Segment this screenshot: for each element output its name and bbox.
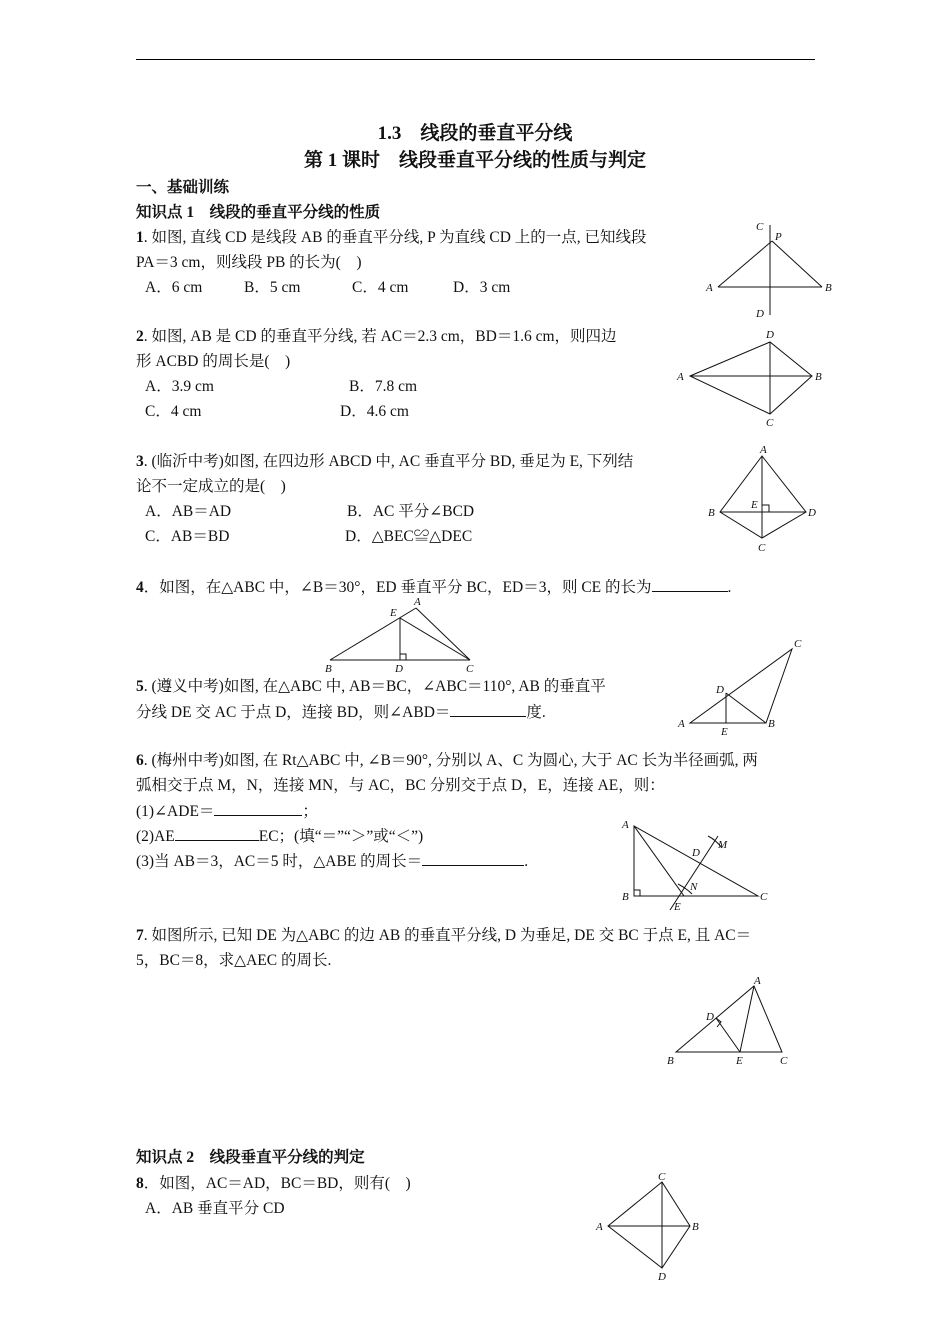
label-d: D — [706, 1011, 714, 1023]
question-1-line2: PA＝3 cm，则线段 PB 的长为( ) — [136, 254, 362, 271]
question-text: . (临沂中考)如图, 在四边形 ABCD 中, AC 垂直平分 BD, 垂足为 E, 下列结 — [143, 453, 634, 470]
label-c: C — [756, 221, 764, 233]
question-6-line1 — [136, 751, 758, 771]
question-3-line1 — [136, 452, 633, 472]
question-2-line1 — [136, 327, 617, 347]
right-angle-mark — [400, 654, 406, 660]
segment-ae — [634, 826, 684, 896]
label-e: E — [721, 726, 728, 738]
label-a: A — [596, 1221, 603, 1233]
label-b: B — [325, 663, 332, 675]
header-rule — [136, 59, 815, 60]
label-d: D — [692, 847, 700, 859]
section-heading: 一、基础训练 — [136, 179, 230, 196]
label-c: C — [466, 663, 474, 675]
label-a: A — [622, 819, 629, 831]
question-number: 4 — [136, 579, 144, 596]
label-d: D — [756, 308, 764, 320]
label-a: A — [677, 371, 684, 383]
question-end: 度. — [526, 704, 546, 721]
q2-option-a: A．3.9 cm — [145, 378, 214, 395]
segment-ac — [416, 608, 470, 660]
q1-option-d: D．3 cm — [453, 279, 511, 296]
segment-ec — [400, 618, 470, 660]
label-b: B — [692, 1221, 699, 1233]
question-5-line2 — [136, 702, 546, 723]
q2-option-b: B．7.8 cm — [349, 378, 418, 395]
figure-q4 — [318, 592, 483, 678]
question-6-line2: 弧相交于点 M，N，连接 MN，与 AC，BC 分别交于点 D，E，连接 AE，则： — [136, 777, 665, 794]
figure-q6 — [618, 814, 778, 914]
question-6-part3 — [136, 851, 528, 872]
question-3-line2: 论不一定成立的是( ) — [136, 478, 286, 495]
q3-option-b: B．AC 平分∠BCD — [347, 503, 475, 520]
q2-option-d: D．4.6 cm — [340, 403, 409, 420]
question-number: 6 — [136, 752, 144, 769]
label-a: A — [678, 718, 685, 730]
label-e: E — [674, 901, 681, 913]
question-number: 5 — [136, 678, 144, 695]
figure-q2 — [672, 328, 832, 432]
label-b: B — [622, 891, 629, 903]
question-number: 7 — [136, 927, 144, 944]
question-text: . 如图所示, 已知 DE 为△ABC 的边 AB 的垂直平分线, D 为垂足, DE 交 BC 于点 E, 且 AC＝ — [143, 927, 752, 944]
answer-blank[interactable] — [422, 851, 524, 866]
part-text: (3)当 AB＝3，AC＝5 时，△ABE 的周长＝ — [136, 853, 423, 870]
part-text: EC；(填“＝”“＞”或“＜”) — [258, 828, 424, 845]
label-e: E — [390, 607, 397, 619]
segment-pa — [718, 241, 772, 287]
question-2-line2: 形 ACBD 的周长是( ) — [136, 353, 291, 370]
question-text: . 如图, AB 是 CD 的垂直平分线, 若 AC＝2.3 cm，BD＝1.6 cm，则四边 — [143, 328, 617, 345]
knowledge-point-2: 知识点 2 线段垂直平分线的判定 — [136, 1149, 365, 1166]
question-6-part1 — [136, 801, 318, 822]
answer-blank[interactable] — [175, 826, 259, 841]
label-p: P — [775, 231, 782, 243]
question-text: . (梅州中考)如图, 在 Rt△ABC 中, ∠B＝90°, 分别以 A、C 为圆心, 大于 AC 长为半径画弧, 两 — [143, 752, 758, 769]
segment-bd — [726, 693, 766, 723]
quadrilateral-abcd — [720, 456, 806, 538]
label-m: M — [718, 839, 728, 851]
label-d: D — [716, 684, 724, 696]
q8-option-a: A．AB 垂直平分 CD — [145, 1200, 285, 1217]
label-d: D — [808, 507, 816, 519]
q3-option-c: C．AB＝BD — [145, 528, 230, 545]
question-number: 8 — [136, 1175, 144, 1192]
label-b: B — [825, 282, 832, 294]
question-number: 3 — [136, 453, 144, 470]
part-text: (2)AE — [136, 828, 175, 845]
question-text: 分线 DE 交 AC 于点 D，连接 BD，则∠ABD＝ — [136, 704, 451, 721]
answer-blank[interactable] — [652, 577, 728, 592]
quadrilateral-acbd — [690, 342, 812, 414]
segment-pb — [772, 241, 822, 287]
label-d: D — [766, 329, 774, 341]
label-b: B — [708, 507, 715, 519]
q3-option-a: A．AB＝AD — [145, 503, 232, 520]
question-text: . (遵义中考)如图, 在△ABC 中, AB＝BC，∠ABC＝110°, AB 的垂直平 — [143, 678, 606, 695]
segment-ba — [330, 608, 416, 660]
label-c: C — [658, 1171, 666, 1183]
question-text: ．如图，AC＝AD，BC＝BD，则有( ) — [143, 1175, 411, 1192]
label-b: B — [815, 371, 822, 383]
part-end: ； — [302, 803, 318, 820]
q1-option-c: C．4 cm — [352, 279, 409, 296]
question-1-line1 — [136, 228, 647, 248]
q2-option-c: C．4 cm — [145, 403, 202, 420]
part-text: (1)∠ADE＝ — [136, 803, 215, 820]
figure-q7 — [664, 972, 804, 1070]
label-c: C — [760, 891, 768, 903]
figure-q8 — [592, 1170, 712, 1282]
label-c: C — [794, 638, 802, 650]
question-number: 2 — [136, 328, 144, 345]
question-text: . 如图, 直线 CD 是线段 AB 的垂直平分线, P 为直线 CD 上的一点, 已知线段 — [143, 229, 647, 246]
triangle-abc — [676, 986, 782, 1052]
figure-q5 — [674, 633, 814, 738]
answer-blank[interactable] — [450, 702, 526, 717]
label-c: C — [766, 417, 774, 429]
lesson-subtitle: 第 1 课时 线段垂直平分线的性质与判定 — [303, 150, 646, 171]
q3-option-d: D．△BEC≌△DEC — [345, 528, 473, 545]
q1-option-a: A．6 cm — [145, 279, 203, 296]
right-angle-mark — [634, 890, 640, 896]
label-n: N — [690, 881, 698, 893]
label-a: A — [706, 282, 713, 294]
right-angle-mark — [762, 505, 769, 512]
knowledge-point-1: 知识点 1 线段的垂直平分线的性质 — [136, 204, 381, 221]
question-end: . — [727, 579, 732, 596]
question-7-line2: 5，BC＝8，求△AEC 的周长. — [136, 952, 332, 969]
question-text: ．如图，在△ABC 中，∠B＝30°，ED 垂直平分 BC，ED＝3，则 CE 的长为 — [143, 579, 652, 596]
label-b: B — [667, 1055, 674, 1067]
q1-option-b: B．5 cm — [244, 279, 301, 296]
answer-blank[interactable] — [214, 801, 302, 816]
label-d: D — [395, 663, 403, 675]
label-e: E — [736, 1055, 743, 1067]
question-8-line1 — [136, 1174, 411, 1194]
question-5-line1 — [136, 677, 606, 697]
label-a: A — [414, 596, 421, 608]
quadrilateral-acbd — [608, 1182, 690, 1268]
label-e: E — [751, 499, 758, 511]
label-a: A — [754, 975, 761, 987]
question-6-part2 — [136, 826, 423, 847]
question-number: 1 — [136, 229, 144, 246]
label-c: C — [758, 542, 766, 554]
triangle-abc — [690, 649, 792, 723]
label-c: C — [780, 1055, 788, 1067]
label-a: A — [760, 444, 767, 456]
part-end: . — [524, 853, 529, 870]
figure-q3 — [704, 442, 824, 557]
label-d: D — [658, 1271, 666, 1283]
lesson-title: 1.3 线段的垂直平分线 — [377, 123, 573, 144]
question-7-line1 — [136, 926, 751, 946]
figure-q1 — [700, 215, 840, 325]
label-b: B — [768, 718, 775, 730]
